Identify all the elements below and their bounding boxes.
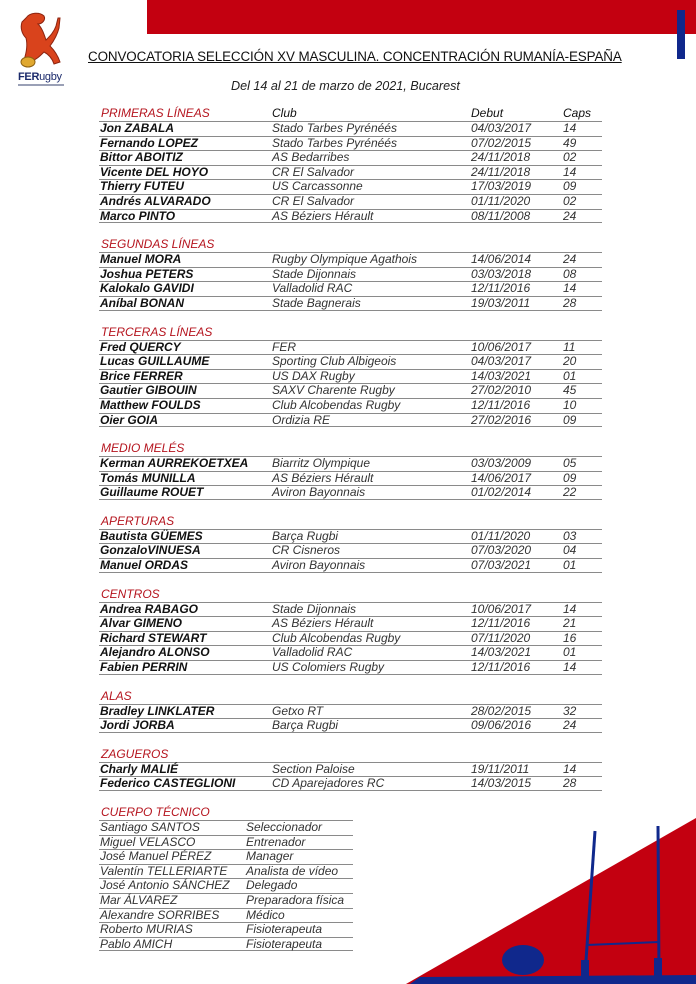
player-club: US Carcassonne: [272, 179, 363, 194]
staff-table: [99, 820, 353, 951]
player-row: [99, 369, 602, 384]
staff-role: Entrenador: [246, 834, 306, 849]
column-header-debut: Debut: [471, 106, 504, 120]
player-club: Club Alcobendas Rugby: [272, 630, 401, 645]
player-caps: 14: [563, 601, 577, 616]
player-caps: 24: [563, 718, 577, 733]
player-club: Stade Dijonnais: [272, 601, 357, 616]
player-debut: 14/03/2015: [471, 776, 532, 791]
player-club: Ordizia RE: [272, 412, 331, 427]
section-header: [99, 587, 609, 602]
player-name: Fabien PERRIN: [100, 660, 188, 675]
player-name: Oier GOIA: [100, 412, 159, 427]
section-header: [99, 747, 609, 762]
player-name: Matthew FOULDS: [100, 397, 201, 412]
staff-row: [99, 820, 353, 835]
staff-role: Delegado: [246, 878, 298, 893]
player-debut: 14/03/2021: [471, 368, 532, 383]
staff-role: Manager: [246, 849, 294, 864]
section-header: [99, 514, 609, 529]
player-name: Brice FERRER: [100, 368, 183, 383]
player-caps: 16: [563, 630, 577, 645]
column-header-caps: Caps: [563, 106, 592, 120]
player-name: Andrés ALVARADO: [100, 193, 211, 208]
player-caps: 32: [563, 703, 577, 718]
player-club: AS Béziers Hérault: [272, 616, 374, 631]
player-name: Manuel ORDAS: [100, 558, 189, 573]
player-debut: 07/02/2015: [471, 135, 532, 150]
lion-icon: [16, 10, 72, 72]
staff-name: Santiago SANTOS: [100, 820, 200, 834]
player-name: Aníbal BONAN: [100, 295, 184, 310]
player-row: [99, 631, 602, 646]
player-club: Aviron Bayonnais: [272, 558, 366, 573]
staff-role: Fisioterapeuta: [246, 922, 323, 937]
player-debut: 09/06/2016: [471, 718, 532, 733]
player-caps: 21: [563, 616, 577, 631]
player-name: Manuel MORA: [100, 252, 182, 267]
player-club: US DAX Rugby: [272, 368, 355, 383]
player-club: Valladolid RAC: [272, 645, 353, 660]
player-caps: 14: [563, 281, 577, 296]
player-debut: 12/11/2016: [471, 281, 531, 296]
player-row: [99, 645, 602, 660]
player-caps: 10: [563, 397, 577, 412]
staff-row: [99, 835, 353, 850]
player-club: Rugby Olympique Agathois: [272, 252, 417, 267]
player-row: [99, 340, 602, 355]
staff-row: [99, 893, 353, 908]
player-name: Thierry FUTEU: [100, 179, 185, 194]
player-row: [99, 194, 602, 209]
player-club: FER: [272, 339, 296, 354]
player-row: [99, 179, 602, 194]
player-row: [99, 776, 602, 791]
player-debut: 14/03/2021: [471, 645, 532, 660]
staff-row: [99, 878, 353, 893]
player-club: Biarritz Olympique: [272, 456, 371, 471]
player-name: Alvar GIMENO: [100, 616, 183, 631]
player-table: [99, 704, 602, 733]
player-row: [99, 121, 602, 136]
player-name: Marco PINTO: [100, 208, 176, 223]
section-title: CENTROS: [101, 586, 160, 601]
section-title: CUERPO TÉCNICO: [101, 805, 210, 819]
player-debut: 19/11/2011: [471, 761, 530, 776]
player-row: [99, 529, 602, 544]
player-table: [99, 121, 602, 223]
player-debut: 07/03/2020: [471, 543, 532, 558]
section-title: APERTURAS: [101, 513, 175, 528]
player-caps: 14: [563, 164, 577, 179]
position-section: [99, 587, 609, 675]
player-row: [99, 471, 602, 486]
player-row: [99, 383, 602, 398]
player-club: CR El Salvador: [272, 164, 355, 179]
section-header: [99, 441, 609, 456]
logo-tagline: [18, 84, 64, 86]
player-row: [99, 209, 602, 224]
position-section: [99, 106, 609, 223]
player-name: Federico CASTEGLIONI: [100, 776, 236, 791]
player-club: SAXV Charente Rugby: [272, 383, 395, 398]
player-club: Stade Dijonnais: [272, 266, 357, 281]
player-name: Kalokalo GAVIDI: [100, 281, 194, 296]
player-name: Fred QUERCY: [100, 339, 181, 354]
player-caps: 20: [563, 354, 577, 369]
player-caps: 05: [563, 456, 577, 471]
player-caps: 22: [563, 485, 577, 500]
player-table: [99, 602, 602, 675]
player-club: AS Béziers Hérault: [272, 208, 374, 223]
player-table: [99, 456, 602, 500]
player-club: CR Cisneros: [272, 543, 341, 558]
player-debut: 27/02/2016: [471, 412, 532, 427]
player-name: Bittor ABOITIZ: [100, 150, 183, 165]
player-name: Guillaume ROUET: [100, 485, 204, 500]
staff-name: Mar ÁLVAREZ: [100, 892, 178, 907]
player-caps: 02: [563, 150, 577, 165]
player-club: AS Bedarribes: [272, 150, 350, 165]
player-club: Getxo RT: [272, 703, 324, 718]
goal-post-pad-right: [654, 958, 662, 976]
player-table: [99, 762, 602, 791]
player-caps: 01: [563, 558, 577, 573]
player-row: [99, 354, 602, 369]
player-debut: 28/02/2015: [471, 703, 532, 718]
staff-role: Preparadora física: [246, 892, 345, 907]
player-table: [99, 252, 602, 310]
logo-wordmark: FERugby: [18, 71, 62, 83]
player-club: Stado Tarbes Pyrénéés: [272, 121, 397, 135]
position-section: [99, 441, 609, 500]
staff-section: [99, 805, 609, 951]
player-caps: 49: [563, 135, 577, 150]
player-caps: 01: [563, 645, 577, 660]
player-row: [99, 704, 602, 719]
player-club: Section Paloise: [272, 761, 355, 776]
section-title: SEGUNDAS LÍNEAS: [101, 237, 215, 252]
player-name: Kerman AURREKOETXEA: [100, 456, 249, 471]
player-name: Jordi JORBA: [100, 718, 175, 733]
staff-section-header: [99, 805, 609, 820]
section-title: MEDIO MELÉS: [101, 441, 185, 456]
player-row: [99, 718, 602, 733]
staff-role: Seleccionador: [246, 820, 323, 834]
player-table: [99, 340, 602, 428]
player-row: [99, 660, 602, 675]
player-row: [99, 281, 602, 296]
player-debut: 01/11/2020: [471, 193, 531, 208]
player-caps: 03: [563, 528, 577, 543]
header-red-band: [147, 0, 696, 34]
player-name: Bautista GÜEMES: [100, 528, 203, 543]
staff-role: Médico: [246, 907, 285, 922]
player-name: Andrea RABAGO: [100, 601, 199, 616]
player-club: CD Aparejadores RC: [272, 776, 385, 791]
player-caps: 24: [563, 252, 577, 267]
player-debut: 14/06/2014: [471, 252, 532, 267]
player-caps: 09: [563, 179, 577, 194]
player-name: Joshua PETERS: [100, 266, 194, 281]
column-header-club: Club: [272, 106, 297, 120]
player-row: [99, 136, 602, 151]
player-debut: 12/11/2016: [471, 660, 531, 675]
player-debut: 07/11/2020: [471, 630, 531, 645]
staff-name: Roberto MURIAS: [100, 922, 193, 937]
staff-name: José Antonio SÁNCHEZ: [100, 878, 230, 893]
player-row: [99, 165, 602, 180]
section-header: [99, 237, 609, 252]
staff-row: [99, 864, 353, 879]
player-row: [99, 252, 602, 267]
staff-name: José Manuel PÉREZ: [100, 849, 212, 864]
player-club: AS Béziers Hérault: [272, 470, 374, 485]
player-caps: 04: [563, 543, 577, 558]
player-caps: 28: [563, 776, 577, 791]
player-debut: 10/06/2017: [471, 601, 532, 616]
player-name: Richard STEWART: [100, 630, 207, 645]
player-caps: 24: [563, 208, 577, 223]
player-debut: 17/03/2019: [471, 179, 532, 194]
player-row: [99, 616, 602, 631]
goal-post-right: [658, 826, 659, 975]
player-debut: 12/11/2016: [471, 616, 531, 631]
section-header: [99, 325, 609, 340]
section-title: ZAGUEROS: [101, 746, 169, 761]
player-debut: 10/06/2017: [471, 339, 532, 354]
player-row: [99, 296, 602, 311]
position-section: [99, 689, 609, 733]
player-table: [99, 529, 602, 573]
player-name: Fernando LOPEZ: [100, 135, 199, 150]
player-caps: 14: [563, 121, 577, 135]
player-debut: 01/11/2020: [471, 528, 531, 543]
staff-name: Miguel VELASCO: [100, 834, 196, 849]
section-header: [99, 106, 609, 121]
player-caps: 14: [563, 660, 577, 675]
player-club: US Colomiers Rugby: [272, 660, 385, 675]
player-club: Valladolid RAC: [272, 281, 353, 296]
player-row: [99, 558, 602, 573]
squad-list: [99, 106, 609, 965]
section-title: TERCERAS LÍNEAS: [101, 324, 213, 339]
player-debut: 19/03/2011: [471, 295, 531, 310]
player-name: Tomás MUNILLA: [100, 470, 196, 485]
staff-row: [99, 922, 353, 937]
player-name: GonzaloVINUESA: [100, 543, 201, 558]
player-club: Stado Tarbes Pyrénéés: [272, 135, 397, 150]
player-name: Charly MALIÉ: [100, 761, 179, 776]
player-row: [99, 413, 602, 428]
player-name: Gautier GIBOUIN: [100, 383, 197, 398]
player-debut: 27/02/2010: [471, 383, 532, 398]
player-club: Barça Rugbi: [272, 528, 339, 543]
player-name: Jon ZABALA: [100, 121, 174, 135]
staff-row: [99, 908, 353, 923]
staff-row: [99, 937, 353, 952]
player-club: Aviron Bayonnais: [272, 485, 366, 500]
player-debut: 24/11/2018: [471, 150, 531, 165]
player-row: [99, 762, 602, 777]
player-row: [99, 398, 602, 413]
player-name: Vicente DEL HOYO: [100, 164, 209, 179]
player-debut: 04/03/2017: [471, 121, 532, 135]
player-debut: 01/02/2014: [471, 485, 532, 500]
player-caps: 28: [563, 295, 577, 310]
player-caps: 09: [563, 470, 577, 485]
document-subtitle: Del 14 al 21 de marzo de 2021, Bucarest: [231, 79, 460, 93]
player-caps: 45: [563, 383, 577, 398]
player-club: Club Alcobendas Rugby: [272, 397, 401, 412]
player-debut: 03/03/2018: [471, 266, 532, 281]
player-row: [99, 456, 602, 471]
player-club: Stade Bagnerais: [272, 295, 361, 310]
player-row: [99, 543, 602, 558]
document-title: CONVOCATORIA SELECCIÓN XV MASCULINA. CONCENTRACIÓN RUMANÍA-ESPAÑA: [88, 49, 622, 64]
player-caps: 02: [563, 193, 577, 208]
player-name: Bradley LINKLATER: [100, 703, 215, 718]
section-title: PRIMERAS LÍNEAS: [101, 106, 210, 120]
player-name: Lucas GUILLAUME: [100, 354, 210, 369]
player-club: Barça Rugbi: [272, 718, 339, 733]
position-section: [99, 237, 609, 310]
player-debut: 03/03/2009: [471, 456, 532, 471]
staff-name: Valentín TELLERIARTE: [100, 863, 228, 878]
staff-name: Alexandre SORRIBES: [100, 907, 220, 922]
player-club: Sporting Club Albigeois: [272, 354, 397, 369]
player-name: Alejandro ALONSO: [100, 645, 210, 660]
player-row: [99, 267, 602, 282]
section-title: ALAS: [101, 688, 132, 703]
player-club: CR El Salvador: [272, 193, 355, 208]
section-header: [99, 689, 609, 704]
position-section: [99, 747, 609, 791]
player-row: [99, 150, 602, 165]
staff-role: Analista de vídeo: [246, 863, 339, 878]
player-debut: 07/03/2021: [471, 558, 532, 573]
position-section: [99, 514, 609, 573]
header-blue-bar: [677, 10, 685, 59]
staff-name: Pablo AMICH: [100, 936, 173, 951]
staff-role: Fisioterapeuta: [246, 936, 323, 951]
player-debut: 08/11/2008: [471, 208, 531, 223]
player-row: [99, 602, 602, 617]
player-debut: 04/03/2017: [471, 354, 532, 369]
staff-row: [99, 849, 353, 864]
player-caps: 11: [563, 339, 576, 354]
player-debut: 14/06/2017: [471, 470, 532, 485]
position-section: [99, 325, 609, 428]
player-caps: 09: [563, 412, 577, 427]
player-caps: 08: [563, 266, 577, 281]
player-row: [99, 485, 602, 500]
player-debut: 12/11/2016: [471, 397, 531, 412]
player-caps: 14: [563, 761, 577, 776]
blue-ground: [410, 975, 696, 984]
player-debut: 24/11/2018: [471, 164, 531, 179]
player-caps: 01: [563, 368, 577, 383]
